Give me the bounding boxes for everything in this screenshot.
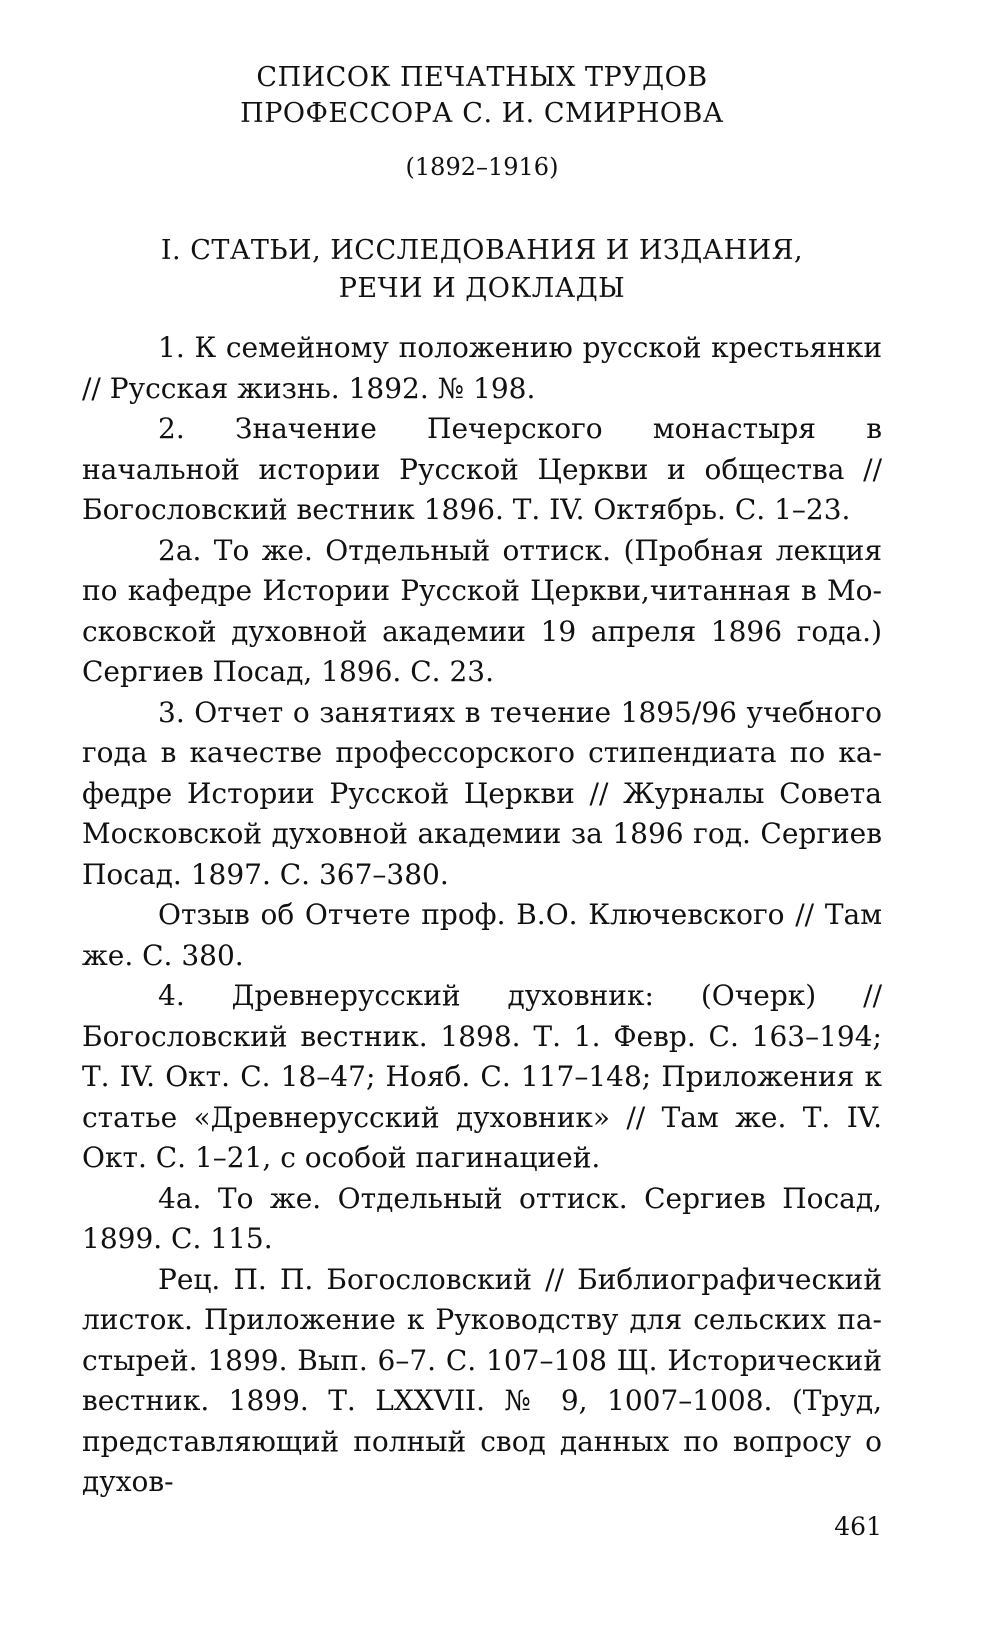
- bibliography-entry: Отзыв об Отчете проф. В.О. Ключевского // Там же. С. 380.: [82, 898, 882, 972]
- section-heading-line-2: РЕЧИ И ДОКЛАДЫ: [338, 273, 626, 304]
- document-page: [82, 60, 882, 1503]
- heading-years: (1892–1916): [405, 153, 559, 181]
- bibliography-entry: 2а. То же. Отдельный оттиск. (Пробная лекция по кафедре Истории Русской Церкви,читанная в Московской духовной академии 19 апреля 1896 года.) Сергиев Посад, 1896. С. 23.: [82, 533, 882, 688]
- section-heading: [82, 232, 882, 308]
- bibliography-list: [82, 328, 882, 1503]
- bibliography-entry: 1. К семейному положению русской крестьянки // Русская жизнь. 1892. № 198.: [82, 331, 882, 405]
- heading-line-1: СПИСОК ПЕЧАТНЫХ ТРУДОВ: [256, 62, 708, 93]
- bibliography-entry: Рец. П. П. Богословский // Библиографический листок. Приложение к Руководству для сельских пастырей. 1899. Вып. 6–7. С. 107–108 Щ. Исторический вестник. 1899. Т. LXXVII. № 9, 1007–1008. (Труд, представляющий полный свод данных по вопросу о духов-: [82, 1262, 882, 1498]
- bibliography-entry: 4. Древнерусский духовник: (Очерк) // Богословский вестник. 1898. Т. 1. Февр. С. 163–194; Т. IV. Окт. С. 18–47; Нояб. С. 117–148; Приложения к статье «Древнерусский духовник» // Там же. Т. IV. Окт. С. 1–21, с особой пагинацией.: [82, 979, 882, 1174]
- bibliography-entry: 2. Значение Печерского монастыря в начальной истории Русской Церкви и общества // Богословский вестник 1896. Т. IV. Октябрь. С. 1–23.: [82, 412, 882, 526]
- bibliography-entry: 4а. То же. Отдельный оттиск. Сергиев Посад, 1899. С. 115.: [82, 1181, 882, 1255]
- document-heading: [82, 60, 882, 182]
- heading-line-2: ПРОФЕССОРА С. И. СМИРНОВА: [240, 98, 724, 129]
- page-number: 461: [834, 1512, 882, 1541]
- bibliography-entry: 3. Отчет о занятиях в течение 1895/96 учебного года в качестве профессорского стипендиата по кафедре Истории Русской Церкви // Журналы Совета Московской духовной академии за 1896 год. Сергиев Посад. 1897. С. 367–380.: [82, 695, 882, 891]
- section-heading-line-1: I. СТАТЬИ, ИССЛЕДОВАНИЯ И ИЗДАНИЯ,: [160, 235, 804, 266]
